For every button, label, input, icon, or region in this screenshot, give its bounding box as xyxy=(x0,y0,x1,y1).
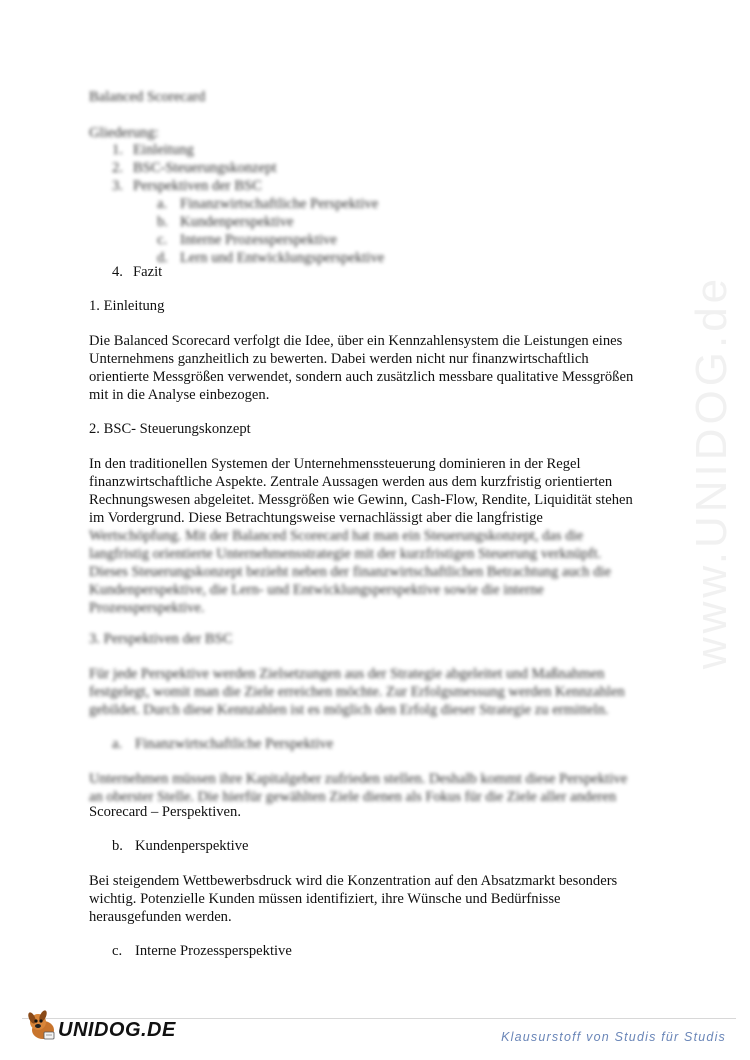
paragraph-line: Wertschöpfung. Mit der Balanced Scorecard hat man ein Steuerungskonzept, das die xyxy=(89,528,584,544)
subsection-marker: b. xyxy=(112,838,123,854)
outline-marker: a. xyxy=(157,196,168,212)
paragraph-line: herausgefunden werden. xyxy=(89,909,232,925)
paragraph-line: festgelegt, womit man die Ziele erreichen möchte. Zur Erfolgsmessung werden Kennzahlen xyxy=(89,684,625,700)
paragraph-line: Unternehmens ganzheitlich zu bewerten. Dabei werden nicht nur finanzwirtschaftlich xyxy=(89,351,589,367)
subsection-marker: a. xyxy=(112,736,123,752)
unidog-logo[interactable] xyxy=(26,1008,176,1044)
outline-heading: Gliederung: xyxy=(89,125,159,141)
outline-item: Perspektiven der BSC xyxy=(133,178,262,194)
paragraph-line: im Vordergrund. Diese Betrachtungsweise vernachlässigt aber die langfristige xyxy=(89,510,543,526)
outline-marker: 4. xyxy=(112,264,123,280)
paragraph-line: Unternehmen müssen ihre Kapitalgeber zufrieden stellen. Deshalb kommt diese Perspektive xyxy=(89,771,628,787)
outline-item: Interne Prozessperspektive xyxy=(180,232,337,248)
document-title: Balanced Scorecard xyxy=(89,89,206,105)
outline-item: Kundenperspektive xyxy=(180,214,294,230)
section-heading: 2. BSC- Steuerungskonzept xyxy=(89,421,251,437)
section-heading: 3. Perspektiven der BSC xyxy=(89,631,233,647)
paragraph-line: Bei steigendem Wettbewerbsdruck wird die Konzentration auf den Absatzmarkt besonders xyxy=(89,873,618,889)
paragraph-line: mit in die Analyse einbezogen. xyxy=(89,387,270,403)
outline-item: Fazit xyxy=(133,264,163,280)
outline-marker: 3. xyxy=(112,178,123,194)
paragraph-line: Für jede Perspektive werden Zielsetzungen aus der Strategie abgeleitet und Maßnahmen xyxy=(89,666,605,682)
footer-tagline: Klausurstoff von Studis für Studis xyxy=(501,1030,726,1044)
paragraph-line: finanzwirtschaftliche Aspekte. Zentrale Aussagen werden aus dem kurzfristig orientierten xyxy=(89,474,613,490)
dog-mascot-icon xyxy=(26,1008,62,1044)
outline-marker: b. xyxy=(157,214,168,230)
paragraph-line: wichtig. Potenzielle Kunden müssen identifiziert, ihre Wünsche und Bedürfnisse xyxy=(89,891,561,907)
subsection-heading: Interne Prozessperspektive xyxy=(135,943,292,959)
paragraph-line: gebildet. Durch diese Kennzahlen ist es möglich den Erfolg dieser Strategie zu ermitteln. xyxy=(89,702,609,718)
outline-item: BSC-Steuerungskonzept xyxy=(133,160,277,176)
subsection-heading: Finanzwirtschaftliche Perspektive xyxy=(135,736,334,752)
paragraph-line: Kundenperspektive, die Lern- und Entwicklungsperspektive sowie die interne xyxy=(89,582,544,598)
outline-marker: d. xyxy=(157,250,168,266)
outline-marker: c. xyxy=(157,232,168,248)
paragraph-line: an oberster Stelle. Die hierfür gewählten Ziele dienen als Fokus für die Ziele aller anderen xyxy=(89,789,617,805)
subsection-heading: Kundenperspektive xyxy=(135,838,249,854)
logo-text: UNIDOG.DE xyxy=(58,1019,176,1041)
paragraph-line: Scorecard – Perspektiven. xyxy=(89,804,241,820)
watermark: www.UNIDOG.de xyxy=(687,274,736,670)
paragraph-line: orientierte Messgrößen verwendet, sondern auch zusätzlich messbare qualitative Messgrößen xyxy=(89,369,634,385)
outline-item: Lern und Entwicklungsperspektive xyxy=(180,250,385,266)
section-heading: 1. Einleitung xyxy=(89,298,165,314)
paragraph-line: Dieses Steuerungskonzept bezieht neben der finanzwirtschaftlichen Betrachtung auch die xyxy=(89,564,611,580)
subsection-marker: c. xyxy=(112,943,123,959)
outline-item: Finanzwirtschaftliche Perspektive xyxy=(180,196,379,212)
outline-item: Einleitung xyxy=(133,142,194,158)
outline-marker: 2. xyxy=(112,160,123,176)
paragraph-line: Rechnungswesen abgeleitet. Messgrößen wie Gewinn, Cash-Flow, Rendite, Liquidität stehen xyxy=(89,492,633,508)
paragraph-line: In den traditionellen Systemen der Unternehmenssteuerung dominieren in der Regel xyxy=(89,456,581,472)
paragraph-line: Die Balanced Scorecard verfolgt die Idee, über ein Kennzahlensystem die Leistungen eines xyxy=(89,333,623,349)
outline-marker: 1. xyxy=(112,142,123,158)
paragraph-line: langfristig orientierte Unternehmensstrategie mit der kurzfristigen Steuerung verknüpft. xyxy=(89,546,602,562)
paragraph-line: Prozessperspektive. xyxy=(89,600,205,616)
